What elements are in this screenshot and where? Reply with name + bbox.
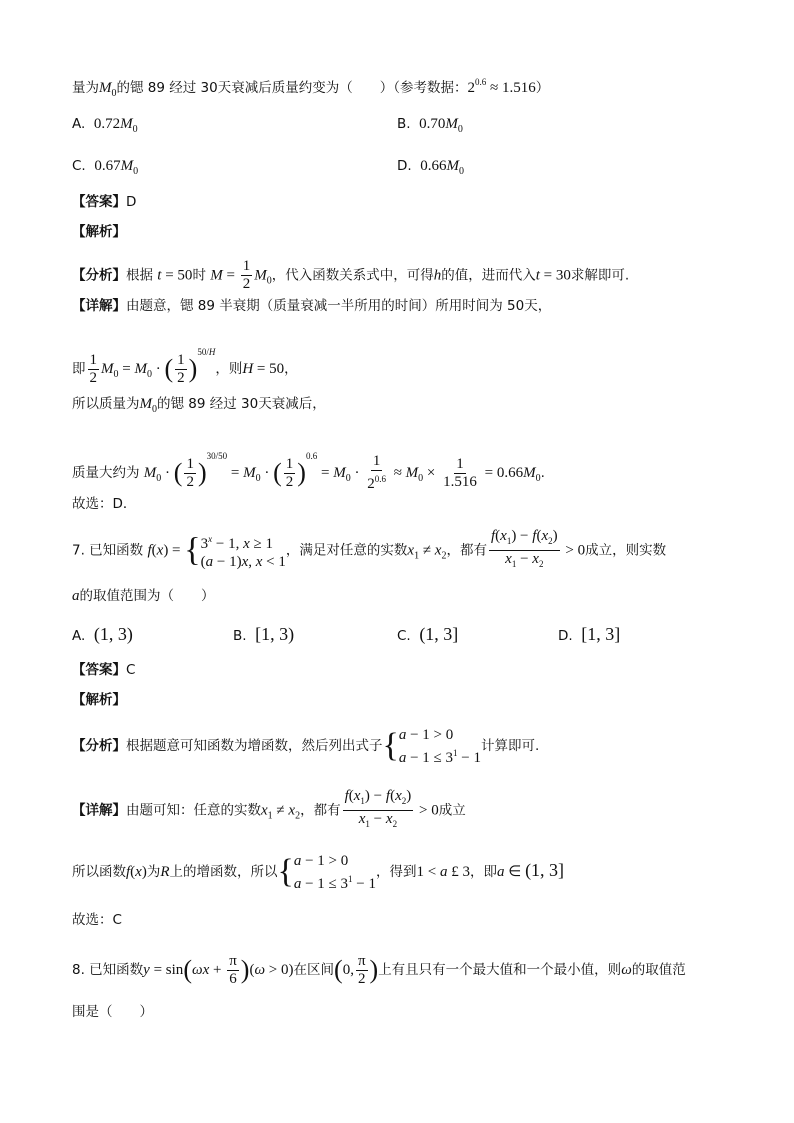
q6-equation-1: 即 $\frac{1}{2}$ $M_0 = M_0$ · ( $\frac{1}{2}$ )$^{50/H}$，则H = 50， bbox=[72, 347, 298, 386]
q6-option-a: A. $0.72M_0$ bbox=[72, 116, 138, 135]
q7-option-c: C. (1, 3] bbox=[397, 624, 459, 644]
q7-suoyi: 所以函数f(x)为R上的增函数，所以{ a − 1 > 0 $a - 1 \le 3^1 - 1$ ，得到1 < a £ 3，即a ∈ (1, 3] bbox=[72, 852, 565, 892]
q6-equation-2: 质量大约为 $M_0$ · ( $\frac{1}{2}$ )$^{30/50} = M_0$ · ( $\frac{1}{2}$ )$^{0.6} = M_0$ · $\frac{1}{2^{0.6}}$ ≈ $M_0$ × $\frac{1}{1.516}$ = $0.66M_0$. bbox=[72, 451, 545, 492]
q6-suoyi: 所以质量为$M_0$的锶 89 经过 30天衰减后， bbox=[72, 396, 326, 415]
q7-option-b: B. [1, 3) bbox=[233, 624, 295, 644]
q7-xiangjie: 【详解】由题可知：任意的实数$x_1 \ne x_2$，都有 $\frac{f(x_1) - f(x_2)}{x_1 - x_2}$ > 0成立 bbox=[72, 788, 466, 829]
q6-gu: 故选：D． bbox=[72, 496, 137, 512]
q7-option-d: D. [1, 3] bbox=[558, 624, 621, 644]
q7-gu: 故选：C bbox=[72, 912, 122, 928]
q6-option-d: D. $0.66M_0$ bbox=[397, 158, 465, 177]
q6-fenxi: 【分析】根据 t = 50时 M = $\frac{1}{2}$ $M_0$，代入函数关系式中，可得h的值，进而代入t = 30求解即可. bbox=[72, 258, 630, 292]
q6-answer: 【答案】D bbox=[72, 194, 137, 210]
q6-option-b: B. $0.70M_0$ bbox=[397, 116, 463, 135]
q6-jiexi: 【解析】 bbox=[72, 224, 126, 240]
q6-xiangjie: 【详解】由题意，锶 89 半衰期（质量衰减一半所用的时间）所用时间为 50天， bbox=[72, 298, 552, 314]
q6-stem-tail: 量为$M_0$的锶 89 经过 30天衰减后质量约变为（ ）（参考数据：$2^{0.6} \approx 1.516$） bbox=[72, 77, 550, 99]
q8-stem: 8. 已知函数y = sin(ωx + $\frac{\pi}{6}$ )(ω > 0)在区间(0, $\frac{\pi}{2}$ )上有且只有一个最大值和一个最小值，则ω的取值范 bbox=[72, 952, 686, 987]
q7-answer: 【答案】C bbox=[72, 662, 136, 678]
q7-fenxi: 【分析】根据题意可知函数为增函数，然后列出式子{ a − 1 > 0 $a - 1 \le 3^1 - 1$ 计算即可. bbox=[72, 726, 540, 766]
q7-stem-2: a的取值范围为（ ） bbox=[72, 588, 215, 604]
q7-option-a: A. (1, 3) bbox=[72, 624, 133, 644]
q8-stem-2: 围是（ ） bbox=[72, 1004, 153, 1020]
q6-option-c: C. $0.67M_0$ bbox=[72, 158, 139, 177]
q7-stem: 7. 已知函数 f(x) = { $3^x - 1$, x ≥ 1 (a − 1)x, x < 1 ，满足对任意的实数$x_1 \ne x_2$，都有 $\frac{f(x_1) - f(x_2)}{x_1 - x_2}$ > 0成立，则实数 bbox=[72, 528, 667, 570]
q7-jiexi: 【解析】 bbox=[72, 692, 126, 708]
